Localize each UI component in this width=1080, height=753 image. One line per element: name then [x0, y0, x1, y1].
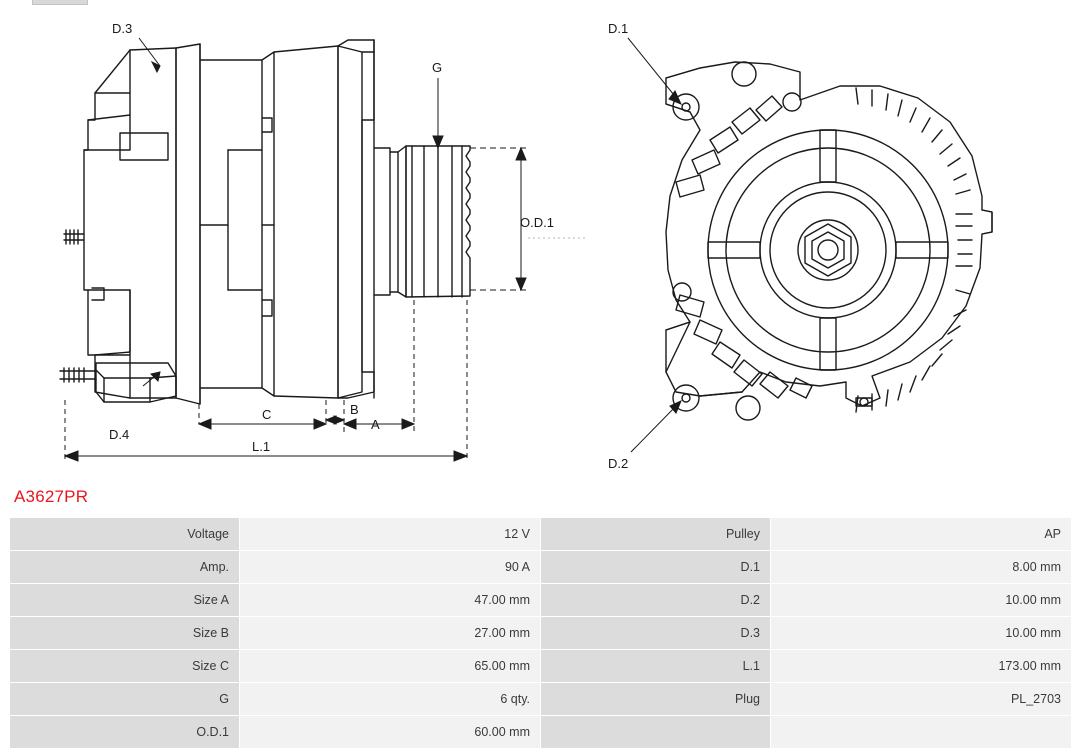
- spec-label: Plug: [541, 683, 771, 716]
- spec-label: G: [10, 683, 240, 716]
- front-view-alternator: [666, 62, 992, 420]
- spec-value: AP: [771, 518, 1072, 551]
- label-d2: D.2: [608, 456, 629, 471]
- label-d4: D.4: [109, 427, 130, 442]
- spec-value: 90 A: [240, 551, 541, 584]
- spec-value: 8.00 mm: [771, 551, 1072, 584]
- spec-label: D.1: [541, 551, 771, 584]
- label-l1: L.1: [252, 439, 271, 454]
- spec-label: Voltage: [10, 518, 240, 551]
- spec-value: PL_2703: [771, 683, 1072, 716]
- side-view-front-housing: [338, 40, 374, 398]
- spec-value: 27.00 mm: [240, 617, 541, 650]
- side-view-pulley: [374, 146, 470, 297]
- table-row: [10, 551, 1072, 584]
- label-d3: D.3: [112, 21, 133, 36]
- spec-label: D.3: [541, 617, 771, 650]
- table-row: [10, 518, 1072, 551]
- spec-label: Size A: [10, 584, 240, 617]
- table-row: [10, 650, 1072, 683]
- part-number-title: A3627PR: [14, 487, 89, 506]
- table-row: [10, 683, 1072, 716]
- table-row: [10, 584, 1072, 617]
- spec-label: Pulley: [541, 518, 771, 551]
- table-row: [10, 617, 1072, 650]
- spec-label: Size B: [10, 617, 240, 650]
- spec-label: D.2: [541, 584, 771, 617]
- label-a: A: [371, 417, 380, 432]
- side-view-rear-housing: [60, 48, 176, 402]
- side-view-stator-body: [176, 44, 338, 404]
- table-row: [10, 716, 1072, 749]
- spec-label: Amp.: [10, 551, 240, 584]
- spec-value: 10.00 mm: [771, 617, 1072, 650]
- label-od1: O.D.1: [520, 215, 554, 230]
- spec-label-empty: [541, 716, 771, 749]
- spec-value: 173.00 mm: [771, 650, 1072, 683]
- spec-value: 60.00 mm: [240, 716, 541, 749]
- spec-value-empty: [771, 716, 1072, 749]
- spec-value: 65.00 mm: [240, 650, 541, 683]
- spec-value: 47.00 mm: [240, 584, 541, 617]
- label-d1: D.1: [608, 21, 629, 36]
- spec-label: Size C: [10, 650, 240, 683]
- spec-value: 12 V: [240, 518, 541, 551]
- label-g: G: [432, 60, 443, 75]
- label-c: C: [262, 407, 272, 422]
- spec-value: 10.00 mm: [771, 584, 1072, 617]
- specification-table: [9, 517, 1072, 749]
- label-b: B: [350, 402, 359, 417]
- spec-label: O.D.1: [10, 716, 240, 749]
- spec-value: 6 qty.: [240, 683, 541, 716]
- spec-label: L.1: [541, 650, 771, 683]
